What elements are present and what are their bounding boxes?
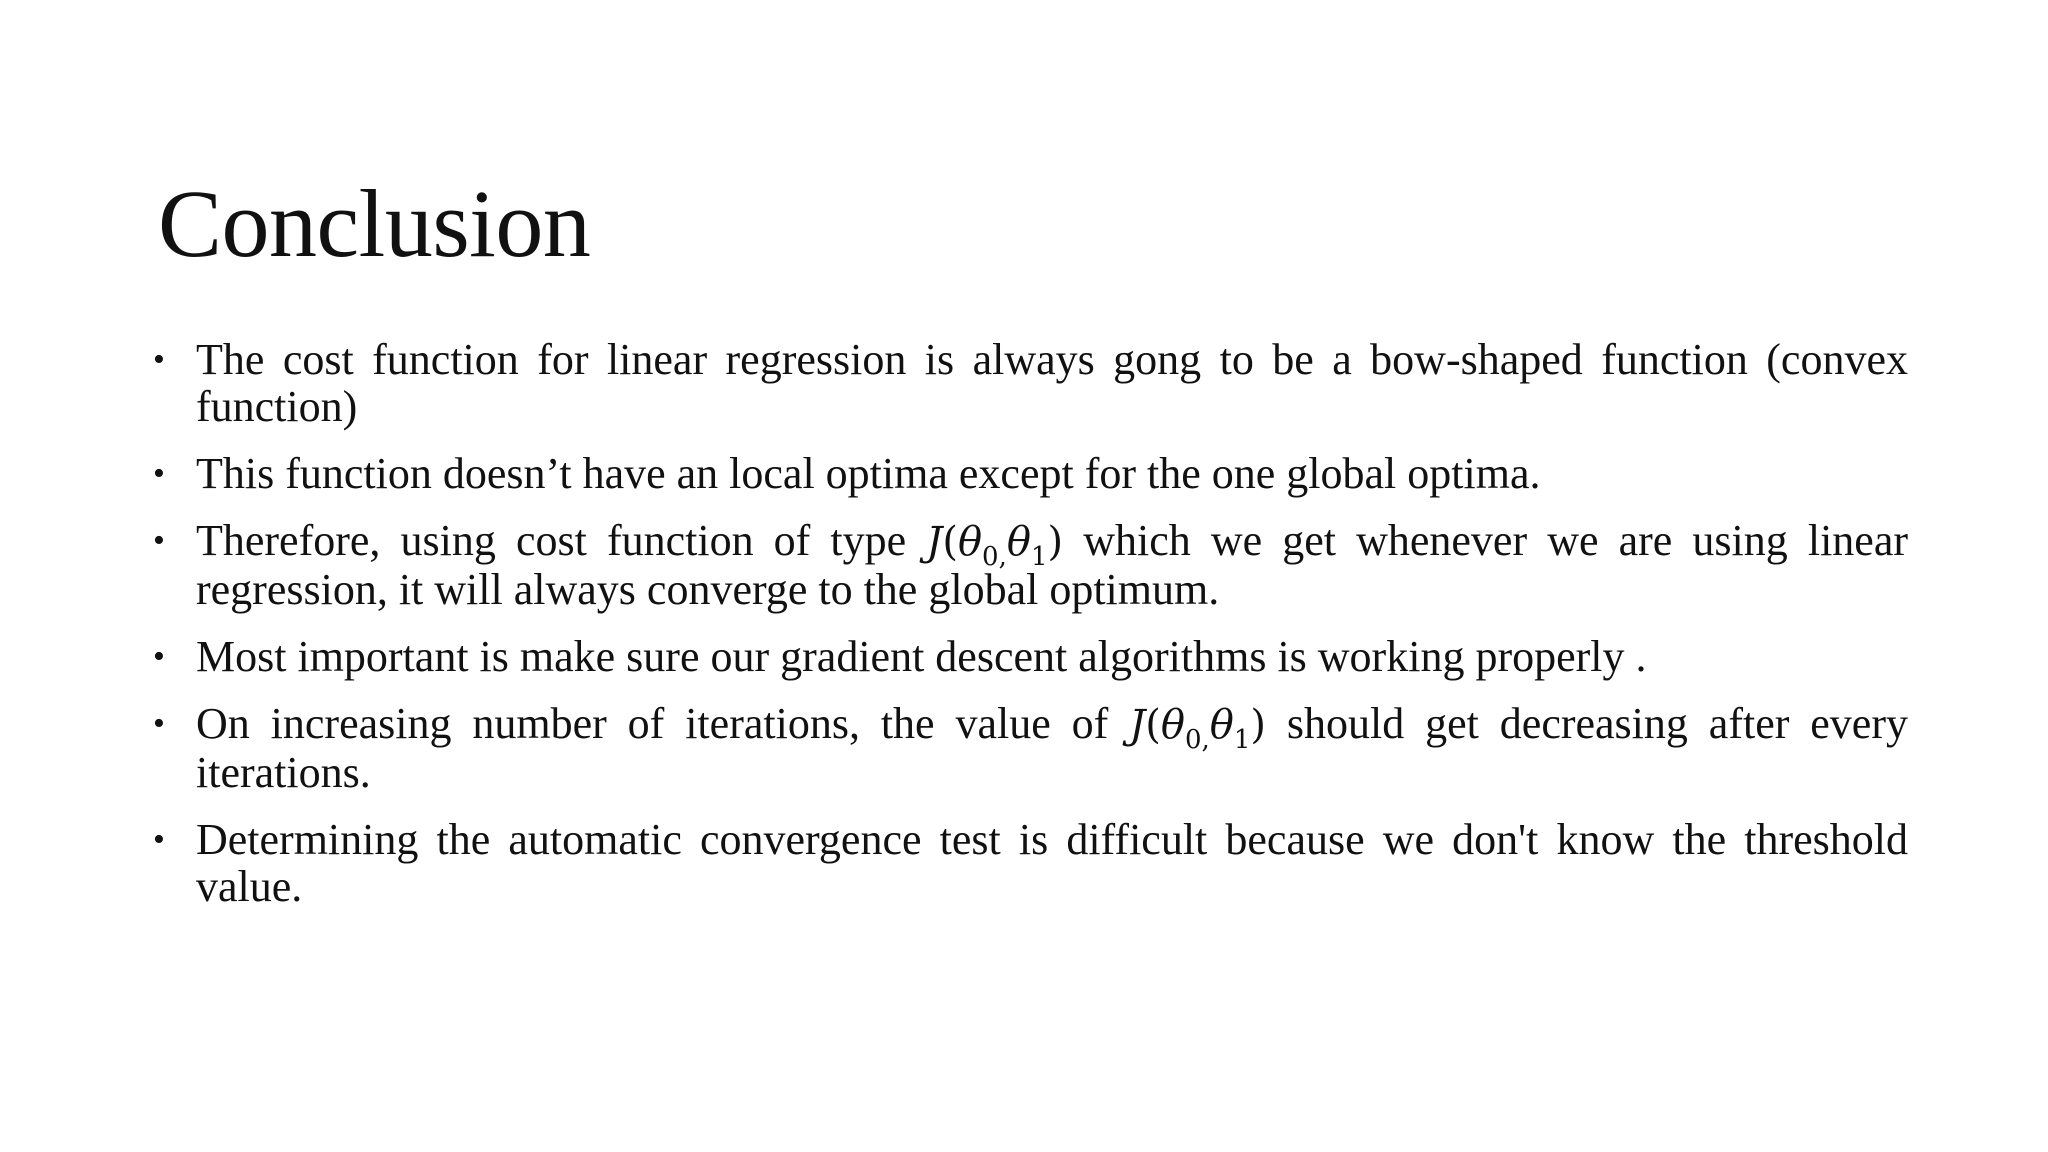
bullet-dot: • <box>153 638 165 675</box>
slide-title: Conclusion <box>158 170 591 277</box>
bullet-list <box>150 336 1908 930</box>
bullet-text-1: The cost function for linear regression is always gong to be a bow-shaped function (convex function) <box>196 335 1908 431</box>
bullet-item-3 <box>150 517 1908 613</box>
bullet-item-1 <box>150 336 1908 430</box>
cost-function-formula: $J(\theta_{0,}\theta_1)$ <box>1129 702 1267 755</box>
bullet-dot: • <box>153 455 165 492</box>
bullet-item-2 <box>150 450 1908 497</box>
bullet-item-5 <box>150 700 1908 796</box>
bullet-text-3-before: Therefore, using cost function of type <box>196 516 907 565</box>
bullet-text-2: This function doesn’t have an local optima except for the one global optima. <box>196 449 1541 498</box>
bullet-text-5-before: On increasing number of iterations, the value of <box>196 699 1109 748</box>
bullet-text-6: Determining the automatic convergence test is difficult because we don't know the threshold value. <box>196 815 1908 911</box>
bullet-dot: • <box>153 821 165 858</box>
bullet-dot: • <box>153 341 165 378</box>
bullet-dot: • <box>153 705 165 742</box>
bullet-text-5-after: should get decreasing after every iterations. <box>196 699 1908 797</box>
cost-function-formula: $J(\theta_{0,}\theta_1)$ <box>926 519 1064 572</box>
bullet-item-6 <box>150 816 1908 910</box>
bullet-text-4: Most important is make sure our gradient descent algorithms is working properly . <box>196 632 1647 681</box>
bullet-text-3-after: which we get whenever we are using linear regression, it will always converge to the global optimum. <box>196 516 1909 614</box>
bullet-item-4 <box>150 633 1908 680</box>
bullet-dot: • <box>153 522 165 559</box>
